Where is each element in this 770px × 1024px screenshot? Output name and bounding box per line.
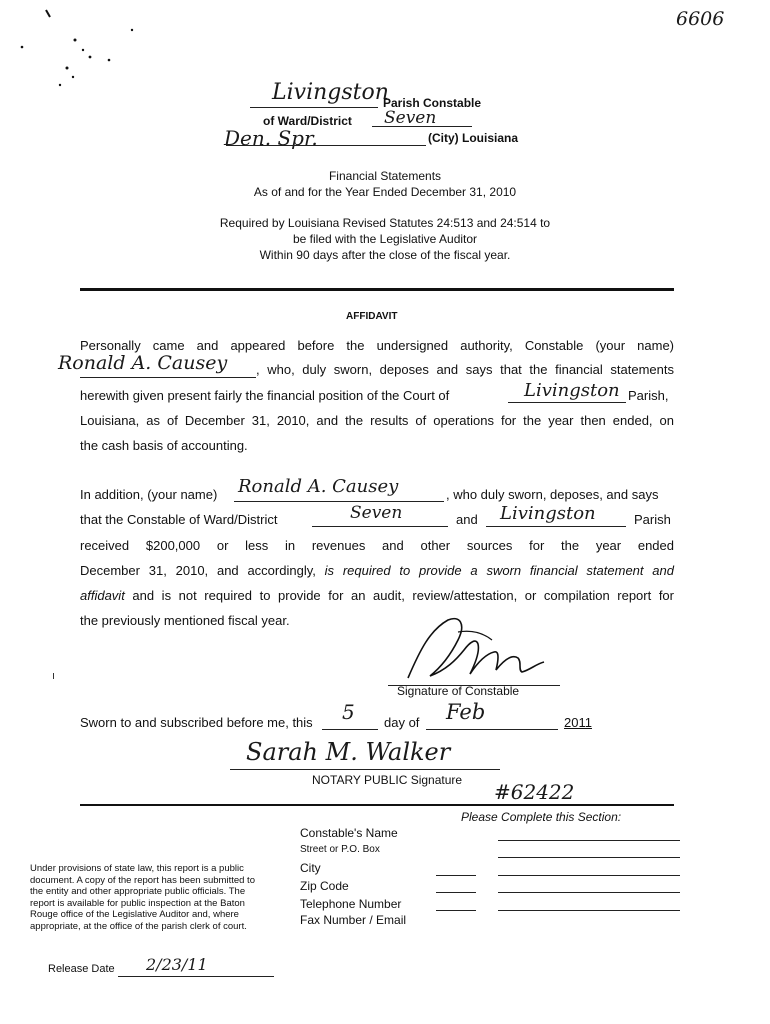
disclaimer-line: Rouge office of the Legislative Auditor and, where (30, 909, 239, 920)
notary-signature: Sarah M. Walker (246, 738, 451, 766)
field-street: Street or P.O. Box (300, 844, 380, 855)
sworn-day: 5 (342, 700, 355, 724)
contact-section-heading: Please Complete this Section: (461, 810, 622, 824)
p2-line-6: the previously mentioned fiscal year. (80, 613, 290, 628)
p1-line-1: Personally came and appeared before the undersigned authority, Constable (your name) (80, 338, 674, 353)
disclaimer-line: appropriate, at the office of the parish clerk of court. (30, 920, 247, 932)
disclaimer-line: the entity and other appropriate public officials. The (30, 886, 246, 897)
field-zip: Zip Code (300, 879, 349, 893)
disclaimer-line: document. A copy of the report has been submitted to (30, 874, 255, 886)
p2-line-2a: that the Constable of Ward/District (80, 512, 278, 527)
page-number-annotation: 6606 (676, 8, 725, 30)
header-divider (80, 288, 674, 291)
disclaimer-line: report is available for public inspection at the Baton (30, 897, 245, 909)
p2-parish: Livingston (500, 503, 596, 524)
margin-mark (53, 673, 54, 679)
p1-court-parish: Livingston (524, 380, 620, 401)
p2-ward: Seven (350, 503, 403, 523)
p2-constable-name: Ronald A. Causey (238, 476, 399, 497)
title-line-1: Financial Statements (328, 169, 442, 183)
public-record-disclaimer (30, 863, 298, 932)
p2-line-4a: December 31, 2010, and accordingly, (80, 563, 316, 578)
requirement-line-3: Within 90 days after the close of the fiscal year. (259, 248, 511, 262)
p1-line-3b: Parish, (628, 388, 669, 403)
p2-line-5b: and is not required to provide for an audit, review/attestation, or compilation report for (132, 588, 674, 603)
sworn-month: Feb (446, 700, 486, 724)
field-fax-email: Fax Number / Email (300, 913, 407, 927)
release-date-label: Release Date (48, 963, 115, 975)
requirement-line-2: be filed with the Legislative Auditor (292, 232, 478, 246)
p2-line-3: received $200,000 or less in revenues and other sources for the year ended (80, 538, 674, 553)
constable-signature (400, 610, 570, 690)
p2-line-5-italic: affidavit (80, 588, 125, 603)
notary-number: #62422 (494, 780, 575, 804)
city-handwritten: Den. Spr. (224, 126, 318, 150)
city-label: (City) Louisiana (428, 131, 519, 145)
title-line-2: As of and for the Year Ended December 31, 2010 (253, 185, 517, 199)
p1-line-4: Louisiana, as of December 31, 2010, and the results of operations for the year then ended, on (80, 413, 674, 428)
ward-handwritten: Seven (384, 108, 437, 128)
p2-line-4 (80, 563, 674, 578)
p2-line-4-italic: is required to provide a sworn financial statement and (324, 563, 674, 578)
p2-and: and (456, 512, 478, 527)
sworn-year: 2011 (564, 715, 592, 730)
parish-handwritten: Livingston (272, 80, 389, 105)
p2-parish-label: Parish (634, 512, 671, 527)
p1-constable-name: Ronald A. Causey (58, 352, 228, 374)
p2-line-1a: In addition, (your name) (80, 487, 218, 502)
p1-line-2-rest: , who, duly sworn, deposes and says that the financial statements (256, 362, 674, 377)
section-divider (80, 804, 674, 806)
affidavit-heading: AFFIDAVIT (346, 311, 398, 322)
disclaimer-line: Under provisions of state law, this report is a public (30, 863, 244, 874)
release-date-value: 2/23/11 (146, 955, 208, 974)
scan-specks (10, 5, 140, 95)
field-telephone: Telephone Number (300, 897, 402, 911)
p1-line-5: the cash basis of accounting. (80, 438, 248, 453)
requirement-line-1: Required by Louisiana Revised Statutes 24:513 and 24:514 to (219, 216, 551, 230)
signature-label: Signature of Constable (397, 684, 520, 698)
notary-label: NOTARY PUBLIC Signature (312, 773, 463, 787)
ward-label: of Ward/District (263, 114, 352, 128)
p2-line-1b: , who duly sworn, deposes, and says (446, 487, 659, 502)
field-city: City (300, 861, 321, 875)
parish-constable-label: Parish Constable (383, 96, 482, 110)
p2-line-5 (80, 588, 674, 603)
sworn-text-b: day of (384, 715, 420, 730)
field-constable-name: Constable's Name (300, 826, 398, 840)
p1-line-3a: herewith given present fairly the financial position of the Court of (80, 388, 450, 403)
sworn-text-a: Sworn to and subscribed before me, this (80, 715, 313, 730)
